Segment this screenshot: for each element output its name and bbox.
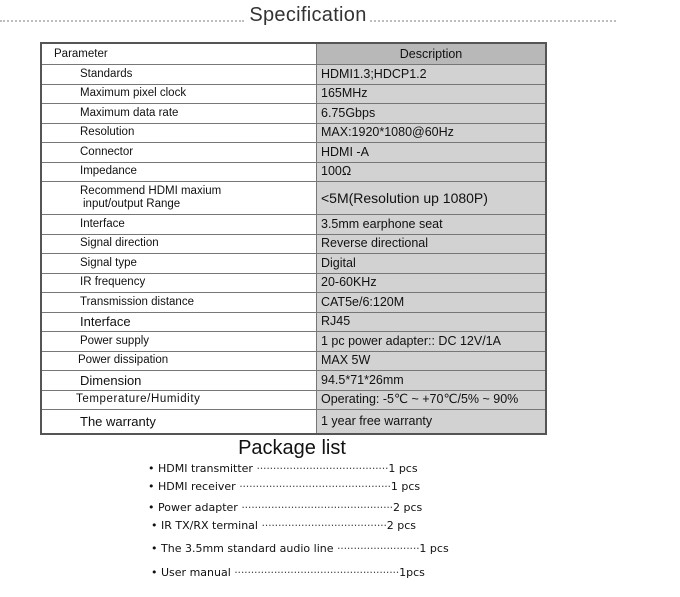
row-parameter: Power dissipation <box>41 351 317 371</box>
row-parameter: Temperature/Humidity <box>41 390 317 410</box>
row-description: 6.75Gbps <box>317 104 547 124</box>
bullet-icon: • <box>148 480 155 493</box>
item-name: HDMI transmitter <box>158 462 253 475</box>
row-description: 3.5mm earphone seat <box>317 215 547 235</box>
bullet-icon: • <box>151 542 158 555</box>
item-qty: 1 pcs <box>390 480 421 493</box>
item-name: Power adapter <box>158 501 238 514</box>
specification-header <box>0 4 680 34</box>
table-row <box>41 390 546 410</box>
row-parameter: Standards <box>41 65 317 85</box>
table-row <box>41 143 546 163</box>
table-row <box>41 65 546 85</box>
item-name: IR TX/RX terminal <box>161 519 258 532</box>
row-description: MAX 5W <box>317 351 547 371</box>
list-item <box>151 542 449 555</box>
row-description: Reverse directional <box>317 234 547 254</box>
table-header-row <box>41 43 546 65</box>
item-qty: 2 pcs <box>392 501 423 514</box>
leader-dots: ······································ <box>261 519 387 532</box>
bullet-icon: • <box>151 566 158 579</box>
row-parameter-line2: input/output Range <box>83 198 181 210</box>
row-parameter: Interface <box>41 215 317 235</box>
bullet-icon: • <box>151 519 158 532</box>
row-description: MAX:1920*1080@60Hz <box>317 123 547 143</box>
row-description: Operating: -5℃ ~ +70℃/5% ~ 90% <box>317 390 547 410</box>
item-qty: 1 pcs <box>419 542 449 555</box>
row-description: 165MHz <box>317 84 547 104</box>
row-description: RJ45 <box>317 312 547 332</box>
item-qty: 1pcs <box>399 566 425 579</box>
row-description: CAT5e/6:120M <box>317 293 547 313</box>
row-parameter: Connector <box>41 143 317 163</box>
row-description: 1 year free warranty <box>317 410 547 434</box>
row-parameter: Signal direction <box>41 234 317 254</box>
row-parameter: The warranty <box>41 410 317 434</box>
title-divider-right <box>370 20 616 22</box>
bullet-icon: • <box>148 462 155 475</box>
row-parameter: Interface <box>41 312 317 332</box>
row-parameter-line1: Recommend HDMI maxium <box>80 185 222 197</box>
list-item <box>148 462 418 475</box>
table-row <box>41 371 546 391</box>
table-row <box>41 410 546 434</box>
table-row <box>41 351 546 371</box>
row-parameter: Maximum data rate <box>41 104 317 124</box>
row-parameter: IR frequency <box>41 273 317 293</box>
table-row <box>41 273 546 293</box>
table-row <box>41 234 546 254</box>
row-description: 1 pc power adapter:: DC 12V/1A <box>317 332 547 352</box>
leader-dots: ········································ <box>256 462 389 475</box>
table-row <box>41 293 546 313</box>
table-row <box>41 123 546 143</box>
item-name: User manual <box>161 566 231 579</box>
header-parameter: Parameter <box>41 43 317 65</box>
row-description: HDMI1.3;HDCP1.2 <box>317 65 547 85</box>
table-row <box>41 215 546 235</box>
list-item <box>148 480 420 493</box>
table-row <box>41 84 546 104</box>
leader-dots: ·············································· <box>239 480 391 493</box>
list-item <box>151 566 425 579</box>
title-divider-left <box>0 20 244 22</box>
table-row <box>41 312 546 332</box>
row-parameter <box>41 182 317 215</box>
specification-table <box>40 42 547 435</box>
header-description: Description <box>317 43 547 65</box>
row-description: <5M(Resolution up 1080P) <box>317 182 547 215</box>
leader-dots: ························· <box>337 542 420 555</box>
bullet-icon: • <box>148 501 155 514</box>
package-list-title: Package list <box>238 437 346 459</box>
table-row <box>41 162 546 182</box>
row-parameter: Dimension <box>41 371 317 391</box>
specification-title: Specification <box>249 4 367 26</box>
item-qty: 1 pcs <box>388 462 418 475</box>
leader-dots: ·············································· <box>241 501 393 514</box>
row-description: Digital <box>317 254 547 274</box>
leader-dots: ·················································· <box>234 566 400 579</box>
row-parameter: Power supply <box>41 332 317 352</box>
row-description: 20-60KHz <box>317 273 547 293</box>
row-parameter: Maximum pixel clock <box>41 84 317 104</box>
row-parameter: Impedance <box>41 162 317 182</box>
row-parameter: Resolution <box>41 123 317 143</box>
row-parameter: Transmission distance <box>41 293 317 313</box>
row-description: HDMI -A <box>317 143 547 163</box>
row-description: 100Ω <box>317 162 547 182</box>
item-qty: 2 pcs <box>386 519 417 532</box>
item-name: The 3.5mm standard audio line <box>161 542 334 555</box>
item-name: HDMI receiver <box>158 480 236 493</box>
list-item <box>148 501 422 514</box>
table-row <box>41 104 546 124</box>
list-item <box>151 519 416 532</box>
table-row <box>41 332 546 352</box>
row-parameter: Signal type <box>41 254 317 274</box>
row-description: 94.5*71*26mm <box>317 371 547 391</box>
table-row <box>41 182 546 215</box>
table-row <box>41 254 546 274</box>
